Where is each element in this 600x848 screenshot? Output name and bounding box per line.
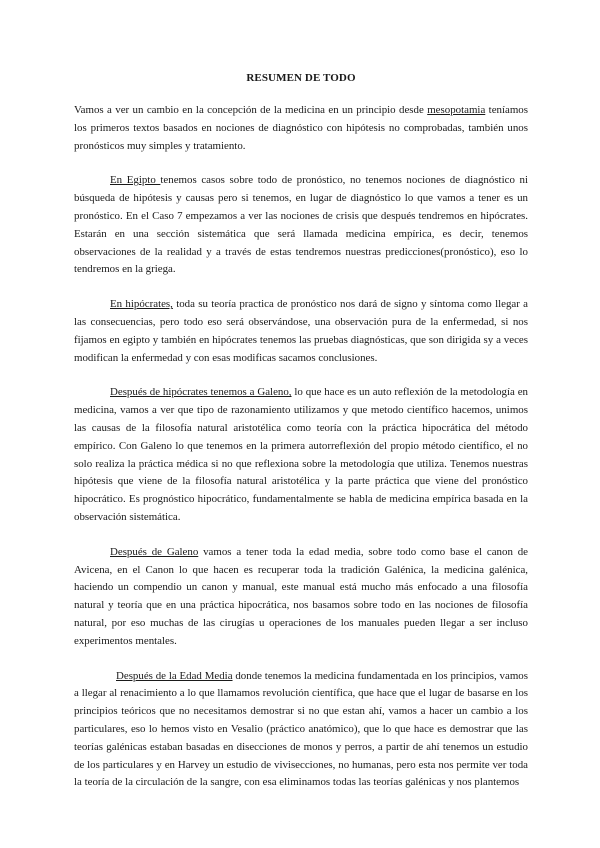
section-heading-underlined: Después de Galeno [110, 545, 199, 558]
text-run: lo que hace es un auto reflexión de la metodología en medicina, vamos a ver que tipo de razonamiento utilizamos y que metodo científico hacemos, unimos las causas de la filosofía natural aristotélica como teoría con la práctica hipocrática del método empírico. Con Galeno lo que tenemos en la primera autorreflexión del propio método científico, el no solo realiza la práctica médica si no que reflexiona sobre la metodología que utiliza. Tenemos nuestras hipótesis que viene de la filosofía natural aristotélica y la parte práctica que viene del pronóstico hipocrático. Es prognóstico hipocrático, fundamentalmente se habla de medicina empírica basada en la observación sistemática. [74, 386, 528, 523]
text-run: toda su teoría practica de pronóstico nos dará de signo y síntoma como llegar a las consecuencias, pero todo eso será observándose, una observación pura de la enfermedad, si nos fijamos en egipto y también en hipócrates tenemos las pruebas diagnósticas, que son dirigida sy a veces modifican la enfermedad y con esas modificas sacamos conclusiones. [74, 298, 529, 364]
document-title: RESUMEN DE TODO [246, 72, 356, 84]
document-body [74, 71, 528, 809]
underlined-term: mesopotamia [427, 104, 486, 116]
text-run: tenemos casos sobre todo de pronóstico, no tenemos nociones de diagnóstico ni búsqueda de hipótesis y causas pero si tenemos, en lugar de diagnóstico lo que vamos a tener es un pronóstico. En el Caso 7 empezamos a ver las nociones de crisis que después tendremos en hipócrates. Estarán en una sección sistemática que será llamada medicina empírica, es decir, tenemos observaciones de la realidad y a través de estas tendremos nuestras predicciones(pronóstico), eso lo tendremos en la griega. [74, 174, 528, 276]
section-heading-underlined: En hipócrates, [110, 298, 173, 311]
paragraph-mesopotamia [74, 102, 528, 155]
text-run: donde tenemos la medicina fundamentada en los principios, vamos a llegar al renacimiento a lo que llamamos revolución científica, que hace que el lugar de basarse en los principios teóricos que no necesitamos demostrar si no que estan ahí, vamos a hacer un cambio a los particulares, eso lo hemos visto en Vesalio (práctico anatómico), que lo que hace es demostrar que las teorías galénicas estaban basadas en disecciones de monos y perros, a partir de ahí tenemos un estudio de los particulares y en Harvey un estudio de vivisecciones, no humanas, pero esta nos permite ver toda la teoría de la circulación de la sangre, con esa eliminamos todas las teorías galénicas y nos plantemos [74, 669, 528, 789]
text-run: Vamos a ver un cambio en la concepción de la medicina en un principio desde [74, 104, 428, 116]
paragraph-despues-galeno [74, 544, 528, 651]
paragraph-edad-media [74, 668, 528, 793]
section-heading-underlined: En Egipto [110, 174, 161, 187]
section-heading-underlined: Después de la Edad Media [116, 669, 233, 682]
paragraph-hipocrates [74, 296, 528, 367]
text-run: teníamos los primeros textos basados en nociones de diagnóstico con hipótesis no comprobadas, también unos pronósticos muy simples y tratamiento. [74, 104, 528, 152]
text-run: vamos a tener toda la edad media, sobre todo como base el canon de Avicena, en el Canon lo que hacen es recuperar toda la tradición Galénica, la medicina galénica, haciendo un compendio un canon y manual, este manual está mucho más enfocado a una filosofía natural y teoría que en una práctica hipocrática, nos basamos sobre todo en las nociones de filosofía natural, por eso muchas de las cirugías u operaciones de los manuales pueden llegar a ser incluso experimentos mentales. [74, 545, 528, 647]
paragraph-galeno [74, 384, 528, 526]
section-heading-underlined: Después de hipócrates tenemos a Galeno, [110, 386, 292, 399]
paragraph-egipto [74, 172, 528, 279]
